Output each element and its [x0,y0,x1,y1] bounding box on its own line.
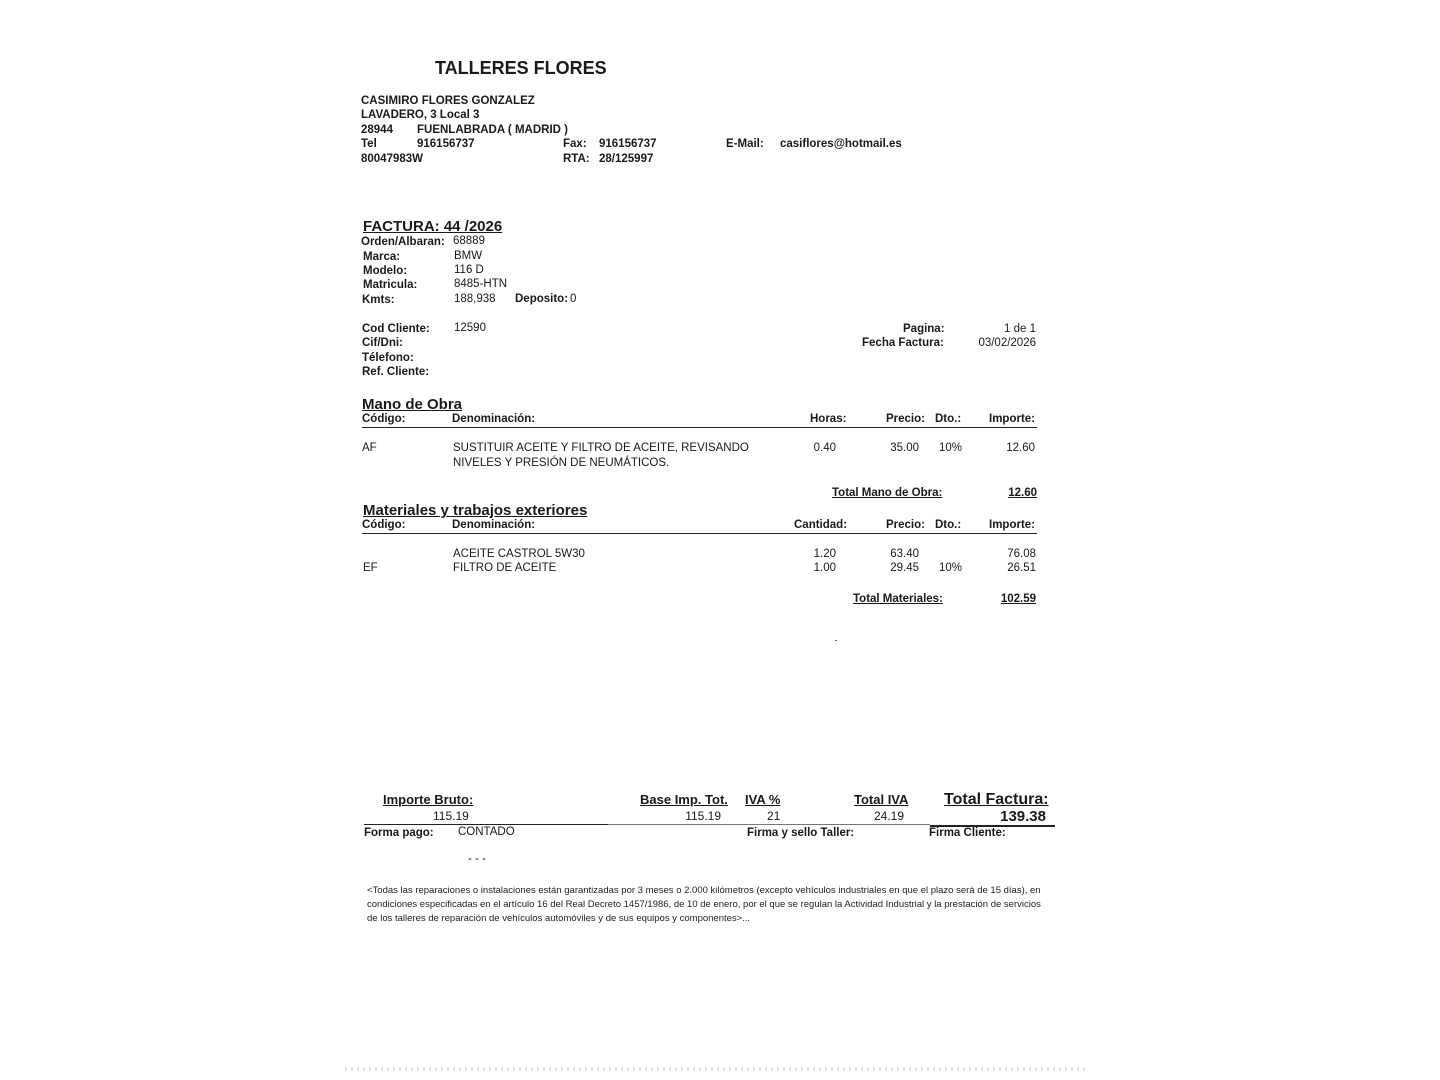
date-label: Fecha Factura: [862,337,944,349]
materials-row-amount: 26.51 [1007,562,1036,574]
materials-row-desc: FILTRO DE ACEITE [453,562,557,574]
materials-row-amount: 76.08 [1007,548,1036,560]
materials-row-price: 63.40 [890,548,919,560]
km-label: Kmts: [362,294,395,306]
labor-header-amount: Importe: [989,413,1035,425]
order-label: Orden/Albaran: [361,236,445,248]
payment-label: Forma pago: [364,827,434,839]
labor-row-desc-line1: SUSTITUIR ACEITE Y FILTRO DE ACEITE, REVISANDO [453,442,749,454]
model-label: Modelo: [363,265,408,277]
labor-row-desc-line2: NIVELES Y PRESIÓN DE NEUMÁTICOS. [453,457,670,469]
materials-row-qty: 1.00 [813,562,836,574]
invoice-title: FACTURA: 44 /2026 [363,218,503,235]
fax-label: Fax: [563,138,587,150]
email-value: casiflores@hotmail.es [780,138,902,150]
materials-header-price: Precio: [886,519,925,531]
page-label: Pagina: [903,323,945,335]
invoice-total-value: 139.38 [1000,808,1046,825]
vat-total-value: 24.19 [874,809,905,823]
vat-pct-label: IVA % [745,792,781,807]
phone-label: Télefono: [362,352,414,364]
materials-row-disc: 10% [939,562,963,574]
warranty-notice: <Todas las reparaciones o instalaciones están garantizadas por 3 meses o 2.000 kilómetros (excepto vehículos industriales en que el plazo será de 15 días), en condiciones especificadas en el artículo 16 del Real Decreto 1457/1986, de 10 de enero, por el que se regulan la Actividad Industrial y la prestación de servicios de los talleres de reparación de vehículos automóviles y de sus equipos y componentes>... [367,885,1041,924]
company-zip: 28944 [361,124,393,136]
materials-header-desc: Denominación: [452,519,536,531]
materials-row-code: EF [363,562,378,574]
brand-value: BMW [454,250,483,262]
client-code-value: 12590 [454,322,486,334]
plate-value: 8485-HTN [454,278,508,290]
page-value: 1 de 1 [1004,323,1036,335]
materials-row-qty: 1.20 [813,548,836,560]
materials-header-disc: Dto.: [935,519,962,531]
labor-total-label: Total Mano de Obra: [832,487,943,499]
labor-header-desc: Denominación: [452,413,536,425]
deposit-label: Deposito: [515,293,569,305]
materials-header-qty: Cantidad: [794,519,848,531]
gross-label: Importe Bruto: [383,792,474,807]
materials-total-label: Total Materiales: [853,593,943,605]
materials-row-desc: ACEITE CASTROL 5W30 [453,548,585,560]
totals-rule-middle [608,824,930,825]
company-nif: 80047983W [361,153,424,165]
client-ref-label: Ref. Cliente: [362,366,430,378]
labor-row-qty: 0.40 [813,442,836,454]
vat-total-label: Total IVA [854,792,909,807]
signature-client-label: Firma Cliente: [929,827,1006,839]
rta-value: 28/125997 [599,153,654,165]
company-name: TALLERES FLORES [435,58,607,78]
labor-header-qty: Horas: [810,413,847,425]
km-value: 188,938 [454,293,496,305]
labor-section-title: Mano de Obra [362,396,463,413]
client-code-label: Cod Cliente: [362,323,430,335]
tel-value: 916156737 [417,138,475,150]
base-value: 115.19 [685,809,721,823]
materials-header-rule [362,533,1037,534]
plate-label: Matricula: [363,279,418,291]
labor-row-price: 35.00 [890,442,919,454]
materials-row-price: 29.45 [890,562,919,574]
signature-shop-label: Firma y sello Taller: [747,827,855,839]
deposit-value: 0 [570,293,577,305]
company-city: FUENLABRADA ( MADRID ) [417,124,568,136]
materials-header-amount: Importe: [989,519,1035,531]
base-label: Base Imp. Tot. [640,792,728,807]
rta-label: RTA: [563,153,590,165]
labor-total-value: 12.60 [1008,487,1037,499]
materials-total-value: 102.59 [1000,593,1036,605]
labor-header-rule [362,427,1037,428]
fax-value: 916156737 [599,138,657,150]
gross-value: 115.19 [433,809,469,823]
date-value: 03/02/2026 [978,337,1036,349]
invoice-total-label: Total Factura: [944,791,1049,808]
scan-edge-artifact [345,1067,1085,1071]
company-street: LAVADERO, 3 Local 3 [361,109,480,121]
company-owner: CASIMIRO FLORES GONZALEZ [361,95,535,107]
totals-rule-left [364,824,608,825]
scan-speck [835,640,837,641]
cif-label: Cif/Dni: [362,337,403,349]
tel-label: Tel [361,138,377,150]
labor-header-disc: Dto.: [935,413,962,425]
materials-section-title: Materiales y trabajos exteriores [363,502,588,519]
labor-row-code: AF [362,442,377,454]
labor-row-disc: 10% [939,442,963,454]
email-label: E-Mail: [726,138,764,150]
stray-marks: - - - [468,853,486,865]
materials-header-code: Código: [362,519,406,531]
model-value: 116 D [454,264,484,276]
order-value: 68889 [453,235,485,247]
vat-pct-value: 21 [767,809,781,823]
brand-label: Marca: [363,251,401,263]
labor-header-price: Precio: [886,413,925,425]
labor-header-code: Código: [362,413,406,425]
payment-value: CONTADO [458,826,515,838]
labor-row-amount: 12.60 [1006,442,1035,454]
